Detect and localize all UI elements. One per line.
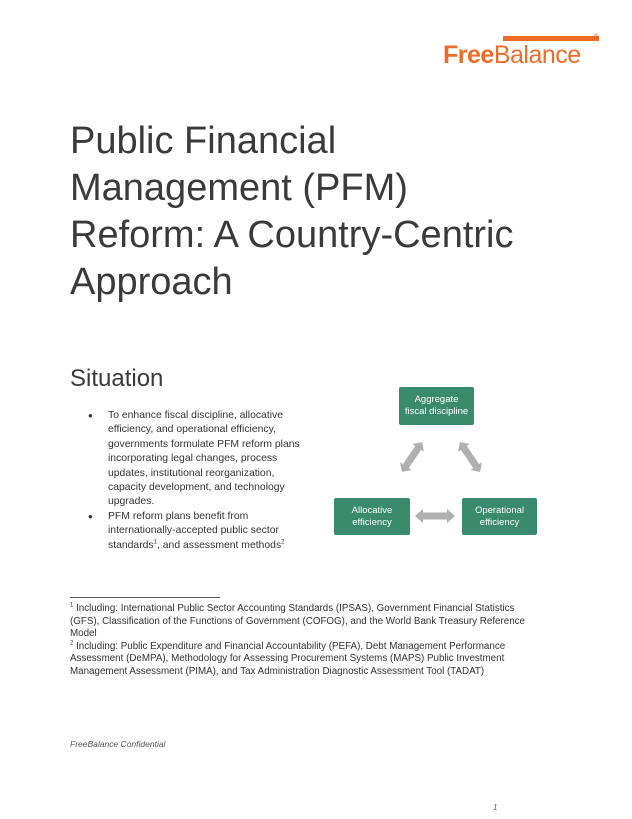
node-label: Aggregate (414, 394, 459, 405)
footnote (70, 603, 540, 641)
node-allocative-efficiency (334, 498, 410, 535)
double-arrow-icon (454, 438, 486, 476)
node-label: fiscal discipline (404, 406, 469, 417)
footnote-ref[interactable]: 1 (153, 539, 157, 546)
page-number: 1 (493, 803, 498, 812)
freebalance-logo (443, 36, 601, 72)
efficiency-cycle-diagram (330, 384, 540, 544)
title-line: Management (PFM) (70, 167, 408, 209)
title-line: Approach (70, 261, 233, 303)
logo-free: Free (443, 41, 494, 69)
footnote-text: Including: Public Expenditure and Financial Accountability (PEFA), Debt Management Performance Assessment (DeMPA), Methodology for Assessing Procurement Systems (MAPS) Public Investment Management Assessment (PIMA), and Tax Administration Diagnostic Assessment Tool (TADAT) (70, 640, 506, 677)
node-aggregate-fiscal-discipline (399, 387, 474, 425)
bullet-text: PFM reform plans benefit from internationally-accepted public sector standards (108, 510, 279, 551)
bullet-item (88, 510, 310, 553)
node-label: efficiency (352, 516, 392, 528)
section-heading: Situation (70, 365, 164, 392)
node-operational-efficiency (462, 498, 537, 535)
bullet-list (88, 409, 310, 553)
bullet-text: To enhance fiscal discipline, allocative efficiency, and operational efficiency, governments formulate PFM reform plans incorporating legal changes, process updates, institutional reorganization, capacity development, and technology upgrades. (108, 410, 300, 508)
bullet-item (88, 409, 310, 510)
title-line: Public Financial (70, 120, 337, 162)
footnote-number: 1 (70, 602, 74, 609)
logo-balance: Balance (493, 41, 581, 69)
confidential-label: FreeBalance Confidential (70, 739, 166, 749)
logo-registered-mark: ® (594, 34, 599, 40)
node-label: efficiency (479, 516, 520, 528)
logo-wordmark (443, 40, 581, 70)
bullet-text: , and assessment methods (156, 539, 282, 551)
document-title (70, 118, 590, 306)
footnote-ref[interactable]: 2 (281, 539, 285, 546)
footnote-number: 2 (70, 640, 74, 647)
double-arrow-icon (396, 438, 428, 476)
title-line: Reform: A Country-Centric (70, 214, 514, 256)
node-label: Allocative (351, 504, 393, 516)
footnote (70, 641, 540, 679)
footnote-text: Including: International Public Sector Accounting Standards (IPSAS), Government Financial Statistics (GFS), Classification of the Functions of Government (COFOG), and the World Bank Treasury Reference Model (70, 603, 526, 640)
footnote-separator (70, 597, 220, 598)
double-arrow-icon (415, 509, 455, 523)
node-label: Operational (474, 504, 525, 516)
footnotes (70, 603, 540, 679)
